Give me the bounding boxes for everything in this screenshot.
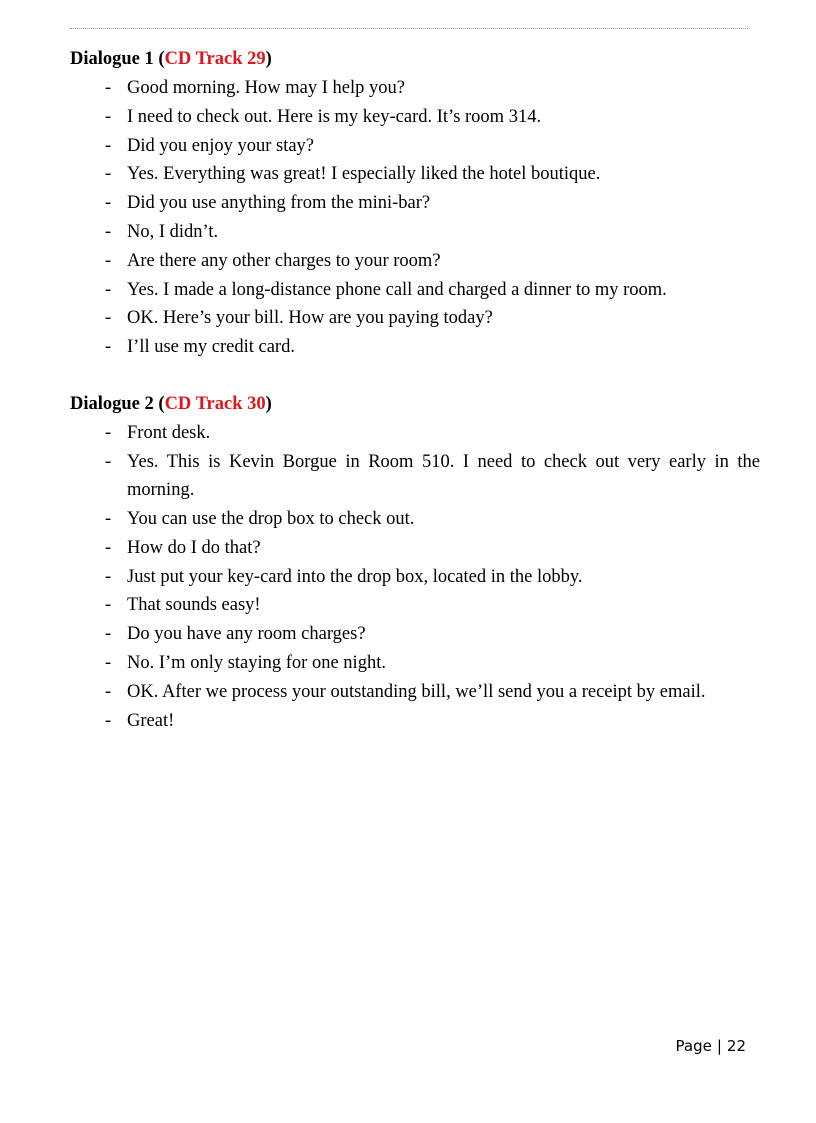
dash-bullet: - — [105, 164, 112, 185]
page-footer — [676, 1036, 746, 1056]
dash-bullet: - — [105, 451, 112, 472]
dash-bullet: - — [105, 624, 112, 645]
dialogue-line — [70, 448, 760, 505]
line-text: No. I’m only staying for one night. — [127, 652, 386, 673]
line-text: How do I do that? — [127, 537, 261, 558]
dash-bullet: - — [105, 537, 112, 558]
dialogue-lines — [70, 74, 760, 362]
page-label: Page — [675, 1037, 712, 1055]
dash-bullet: - — [105, 221, 112, 242]
dialogue-line — [70, 563, 760, 592]
line-text: Good morning. How may I help you? — [127, 78, 405, 98]
dialogue-line — [70, 160, 760, 189]
line-text: You can use the drop box to check out. — [127, 508, 415, 529]
dialogue-line — [70, 103, 760, 132]
line-text: That sounds easy! — [127, 595, 261, 616]
line-text: Did you use anything from the mini-bar? — [127, 193, 431, 214]
dialogue-line — [70, 304, 760, 333]
dialogue-line — [70, 132, 760, 161]
dialogue-line — [70, 620, 760, 649]
cd-track-label: CD Track 30 — [164, 394, 266, 414]
dash-bullet: - — [105, 308, 112, 329]
dialogue-line — [70, 649, 760, 678]
line-text: Yes. Everything was great! I especially liked the hotel boutique. — [127, 164, 601, 185]
dialogue-label: Dialogue 2 ( — [70, 394, 165, 414]
line-text: No, I didn’t. — [127, 221, 219, 242]
dialogue-line — [70, 276, 760, 305]
dialogue-heading — [70, 392, 760, 416]
dialogue-heading — [70, 47, 760, 71]
dialogue-1 — [70, 47, 760, 362]
dialogue-line — [70, 505, 760, 534]
dialogue-line — [70, 189, 760, 218]
dash-bullet: - — [105, 279, 112, 300]
dialogue-line — [70, 419, 760, 448]
cd-track-label: CD Track 29 — [164, 49, 266, 69]
dash-bullet: - — [105, 250, 112, 271]
footer-separator: | — [716, 1037, 722, 1055]
dialogue-2 — [70, 392, 760, 735]
dialogue-line — [70, 247, 760, 276]
line-text: I need to check out. Here is my key-card. It’s room 314. — [127, 106, 542, 127]
line-text: Do you have any room charges? — [127, 624, 366, 645]
page-number: 22 — [726, 1037, 746, 1055]
dialogue-heading-close: ) — [265, 49, 272, 69]
dialogue-line — [70, 707, 760, 736]
dialogue-line — [70, 678, 760, 707]
dash-bullet: - — [105, 681, 112, 702]
dash-bullet: - — [105, 652, 112, 673]
dash-bullet: - — [105, 508, 112, 529]
line-text: OK. Here’s your bill. How are you paying today? — [127, 308, 493, 329]
dash-bullet: - — [105, 423, 112, 443]
line-text: Did you enjoy your stay? — [127, 135, 315, 156]
dialogue-line — [70, 218, 760, 247]
dialogue-line — [70, 74, 760, 103]
line-text: OK. After we process your outstanding bill, we’ll send you a receipt by email. — [127, 681, 706, 702]
line-text: Are there any other charges to your room? — [127, 250, 441, 271]
line-text: Yes. This is Kevin Borgue in Room 510. I need to check out very early in the morning. — [127, 451, 760, 501]
dash-bullet: - — [105, 595, 112, 616]
line-text: Yes. I made a long-distance phone call and charged a dinner to my room. — [127, 279, 667, 300]
header-divider — [70, 28, 748, 29]
dash-bullet: - — [105, 566, 112, 587]
dash-bullet: - — [105, 710, 112, 731]
line-text: Just put your key-card into the drop box, located in the lobby. — [127, 566, 583, 587]
dialogue-label: Dialogue 1 ( — [70, 49, 165, 69]
line-text: Front desk. — [127, 423, 211, 443]
dialogue-heading-close: ) — [265, 394, 272, 414]
dash-bullet: - — [105, 337, 112, 358]
dash-bullet: - — [105, 78, 112, 98]
line-text: I’ll use my credit card. — [127, 337, 295, 358]
dialogue-line — [70, 333, 760, 362]
dash-bullet: - — [105, 193, 112, 214]
dash-bullet: - — [105, 135, 112, 156]
line-text: Great! — [127, 710, 175, 731]
dash-bullet: - — [105, 106, 112, 127]
dialogue-line — [70, 591, 760, 620]
dialogue-lines — [70, 419, 760, 735]
dialogue-line — [70, 534, 760, 563]
